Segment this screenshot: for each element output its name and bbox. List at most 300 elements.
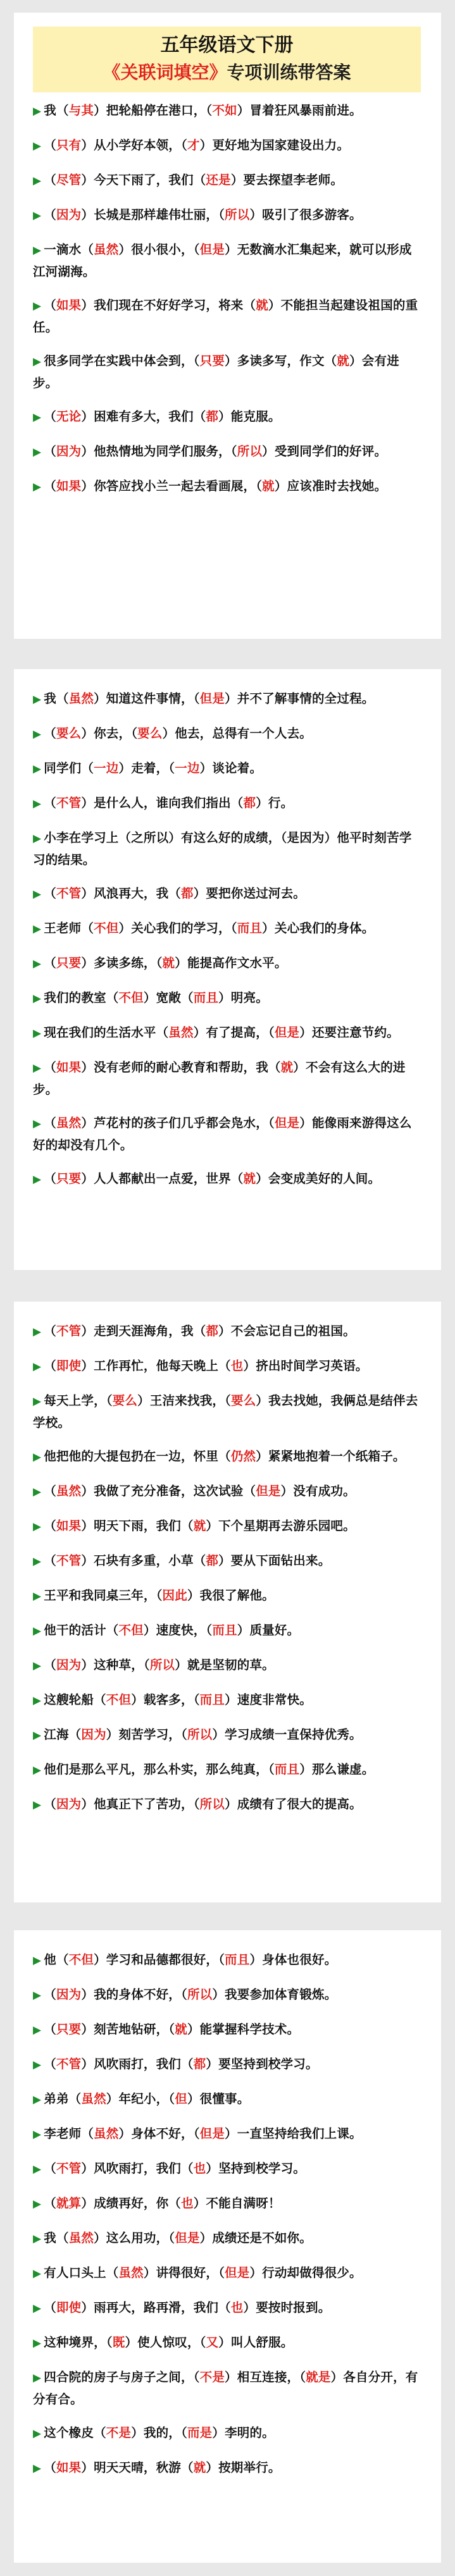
sentence-text: ）身体不好，（ [118, 2126, 200, 2141]
exercise-item [33, 827, 421, 870]
exercise-item [33, 1620, 421, 1642]
sentence-text: ）明天天晴，秋游（ [81, 2460, 194, 2475]
arrow-bullet-icon: ▶ [33, 175, 42, 187]
conjunction-answer: 因为 [56, 1658, 82, 1672]
sentence-text: （ [44, 1116, 56, 1130]
sentence-text: 他们是那么平凡，那么朴实，那么纯真，（ [44, 1762, 275, 1777]
conjunction-answer: 也 [193, 2161, 206, 2176]
arrow-bullet-icon: ▶ [33, 798, 42, 810]
exercise-item [33, 2088, 421, 2111]
sentence-text: （ [44, 1797, 56, 1811]
arrow-bullet-icon: ▶ [33, 1027, 42, 1040]
exercise-item [33, 758, 421, 780]
sentence-text: （ [44, 298, 56, 312]
exercise-item [33, 1515, 421, 1538]
sentence-text: ）我去找她，我俩总是结伴去学校。 [33, 1393, 418, 1430]
sentence-text: ）行。 [256, 796, 294, 810]
conjunction-answer: 与其 [68, 103, 94, 118]
sentence-text: 江海（ [44, 1727, 82, 1742]
conjunction-answer: 因为 [56, 1797, 82, 1811]
exercise-item [33, 987, 421, 1009]
exercise-list [33, 1949, 421, 2479]
exercise-item [33, 476, 421, 498]
sentence-text: 王老师（ [44, 921, 94, 935]
sentence-text: ）有了提高，（ [193, 1025, 275, 1040]
arrow-bullet-icon: ▶ [33, 2427, 42, 2440]
sentence-text: ）相互连接，（ [225, 2370, 306, 2384]
exercise-item [33, 441, 421, 463]
conjunction-answer: 因为 [56, 444, 82, 459]
subtitle-rest: 专项训练带答案 [227, 62, 351, 83]
sentence-text: （ [44, 1553, 56, 1568]
conjunction-answer: 尽管 [56, 173, 82, 187]
sentence-text: ）要把你送过河去。 [193, 886, 306, 901]
arrow-bullet-icon: ▶ [33, 355, 42, 368]
arrow-bullet-icon: ▶ [33, 2233, 42, 2245]
sentence-text: （ [44, 796, 56, 810]
sentence-text: ）使人惊叹，（ [125, 2335, 206, 2350]
exercise-item [33, 2457, 421, 2479]
conjunction-answer: 而且 [212, 1623, 237, 1637]
conjunction-answer: 如果 [56, 298, 82, 312]
sentence-text: ）更好地为国家建设出力。 [199, 138, 350, 152]
exercise-item [33, 2422, 421, 2444]
sentence-text: ）你答应找小兰一起去看画展，（ [81, 479, 263, 493]
exercise-item [33, 1022, 421, 1044]
conjunction-answer: 不管 [56, 2057, 82, 2071]
conjunction-answer: 就 [337, 354, 350, 368]
conjunction-answer: 只有 [56, 138, 82, 152]
conjunction-answer: 不管 [56, 1324, 82, 1338]
conjunction-answer: 不管 [56, 2161, 82, 2176]
conjunction-answer: 所以 [225, 207, 250, 222]
sentence-text: 有人口头上（ [44, 2265, 119, 2280]
conjunction-answer: 都 [206, 1324, 219, 1338]
arrow-bullet-icon: ▶ [33, 1694, 42, 1707]
conjunction-answer: 就 [193, 2460, 206, 2475]
answer-card-2 [14, 669, 441, 1270]
conjunction-answer: 不但 [106, 1692, 132, 1707]
conjunction-answer: 因此 [162, 1588, 187, 1603]
exercise-item [33, 952, 421, 975]
sentence-text: 我（ [44, 103, 69, 118]
arrow-bullet-icon: ▶ [33, 1486, 42, 1498]
sentence-text: ）应该准时去找她。 [274, 479, 387, 493]
conjunction-answer: 不管 [56, 886, 82, 901]
conjunction-answer: 所以 [149, 1658, 175, 1672]
sentence-text: ）很懂事。 [187, 2092, 250, 2106]
sentence-text: ）风吹雨打，我们（ [81, 2161, 194, 2176]
sentence-text: ）宽敞（ [143, 990, 194, 1005]
arrow-bullet-icon: ▶ [33, 1764, 42, 1777]
conjunction-answer: 因为 [56, 207, 82, 222]
sentence-text: ）石块有多重，小草（ [81, 1553, 206, 1568]
sentence-text: ）明亮。 [218, 990, 268, 1005]
arrow-bullet-icon: ▶ [33, 832, 42, 845]
sentence-text: ）速度非常快。 [225, 1692, 312, 1707]
conjunction-answer: 都 [243, 796, 256, 810]
sentence-text: （ [44, 1060, 56, 1075]
exercise-item [33, 239, 421, 282]
arrow-bullet-icon: ▶ [33, 1118, 42, 1130]
sentence-text: ）按期举行。 [206, 2460, 281, 2475]
sentence-text: ）你去，（ [81, 726, 138, 741]
conjunction-answer: 也 [230, 2300, 244, 2315]
conjunction-answer: 虽然 [56, 1116, 82, 1130]
conjunction-answer: 如果 [56, 1060, 82, 1075]
arrow-bullet-icon: ▶ [33, 1326, 42, 1338]
conjunction-answer: 一边 [94, 761, 119, 775]
sentence-text: 这个橡皮（ [44, 2425, 106, 2440]
exercise-item [33, 1112, 421, 1156]
sentence-text: ）受到同学们的好评。 [262, 444, 387, 459]
exercise-item [33, 1949, 421, 1971]
sentence-text: （ [44, 2196, 56, 2210]
arrow-bullet-icon: ▶ [33, 1954, 42, 1967]
conjunction-answer: 而且 [193, 990, 219, 1005]
arrow-bullet-icon: ▶ [33, 1625, 42, 1637]
conjunction-answer: 而且 [225, 1952, 250, 1967]
conjunction-answer: 就 [280, 1060, 294, 1075]
sentence-text: （ [44, 1324, 56, 1338]
conjunction-answer: 不但 [68, 1952, 94, 1967]
arrow-bullet-icon: ▶ [33, 2163, 42, 2176]
sentence-text: ）要坚持到校学习。 [206, 2057, 318, 2071]
conjunction-answer: 不但 [118, 990, 144, 1005]
exercise-item [33, 1321, 421, 1343]
exercise-item [33, 2228, 421, 2250]
sentence-text: ）叫人舒服。 [218, 2335, 294, 2350]
exercise-item [33, 2332, 421, 2354]
conjunction-answer: 无论 [56, 409, 82, 424]
sentence-text: ）我的身体不好，（ [81, 1987, 187, 2002]
exercise-item [33, 2019, 421, 2041]
sentence-text: （ [44, 1171, 56, 1186]
arrow-bullet-icon: ▶ [33, 209, 42, 222]
conjunction-answer: 所以 [187, 1727, 213, 1742]
conjunction-answer: 都 [181, 886, 194, 901]
conjunction-answer: 所以 [199, 1797, 225, 1811]
sentence-text: （ [44, 2057, 56, 2071]
sentence-text: 这艘轮船（ [44, 1692, 106, 1707]
arrow-bullet-icon: ▶ [33, 2337, 42, 2350]
conjunction-answer: 只要 [56, 2022, 82, 2037]
sentence-text: ）能克服。 [218, 409, 281, 424]
subtitle-red-part: 《关联词填空》 [103, 62, 227, 83]
exercise-item [33, 204, 421, 226]
exercise-item [33, 2123, 421, 2145]
sentence-text: ）他热情地为同学们服务，（ [81, 444, 237, 459]
sentence-text: ）要按时报到。 [243, 2300, 331, 2315]
sentence-text: ）没有老师的耐心教育和帮助，我（ [81, 1060, 281, 1075]
conjunction-answer: 所以 [187, 1987, 213, 2002]
page-title: 五年级语文下册 [160, 34, 294, 56]
sentence-text: ）要去探望李老师。 [230, 173, 344, 187]
sentence-text: ）走到天涯海角，我（ [81, 1324, 206, 1338]
sentence-text: ）学习成绩一直保持优秀。 [212, 1727, 362, 1742]
conjunction-answer: 既 [112, 2335, 125, 2350]
conjunction-answer: 但是 [274, 1025, 300, 1040]
sentence-text: ）紧紧地抱着一个纸箱子。 [256, 1449, 406, 1464]
arrow-bullet-icon: ▶ [33, 1555, 42, 1568]
conjunction-answer: 而且 [199, 1692, 225, 1707]
exercise-item [33, 169, 421, 192]
exercise-item [33, 1984, 421, 2006]
sentence-text: （ [44, 1484, 56, 1498]
conjunction-answer: 虽然 [94, 2126, 119, 2141]
sentence-text: （ [44, 726, 56, 741]
sentence-text: （ [44, 1359, 56, 1373]
conjunction-answer: 但是 [175, 2231, 200, 2245]
sentence-text: ）刻苦学习，（ [106, 1727, 187, 1742]
conjunction-answer: 就是 [306, 2370, 331, 2384]
sentence-text: 他干的活计（ [44, 1623, 119, 1637]
arrow-bullet-icon: ▶ [33, 2267, 42, 2280]
sentence-text: ）吸引了很多游客。 [249, 207, 362, 222]
sentence-text: （ [44, 956, 56, 970]
sentence-text: 很多同学在实践中体会到，（ [44, 354, 200, 368]
sentence-text: ）工作再忙，他每天晚上（ [81, 1359, 231, 1373]
sentence-text: 他（ [44, 1952, 69, 1967]
conjunction-answer: 但是 [256, 1484, 281, 1498]
conjunction-answer: 不管 [56, 796, 82, 810]
arrow-bullet-icon: ▶ [33, 888, 42, 901]
sentence-text: （ [44, 886, 56, 901]
exercise-item [33, 2262, 421, 2284]
sentence-text: ）我要参加体育锻炼。 [212, 1987, 337, 2002]
arrow-bullet-icon: ▶ [33, 693, 42, 706]
conjunction-answer: 一边 [175, 761, 200, 775]
sentence-text: （ [44, 2161, 56, 2176]
exercise-item [33, 2193, 421, 2215]
sentence-text: ）这种草，（ [81, 1658, 150, 1672]
sentence-text: ）速度快，（ [143, 1623, 213, 1637]
sentence-text: ）一直坚持给我们上课。 [225, 2126, 362, 2141]
arrow-bullet-icon: ▶ [33, 2093, 42, 2106]
sentence-text: （ [44, 2460, 56, 2475]
sentence-text: ）我们现在不好好学习，将来（ [81, 298, 256, 312]
sentence-text: 一滴水（ [44, 242, 94, 257]
exercise-item [33, 1655, 421, 1677]
conjunction-answer: 即使 [56, 2300, 82, 2315]
arrow-bullet-icon: ▶ [33, 446, 42, 459]
arrow-bullet-icon: ▶ [33, 1360, 42, 1373]
sentence-text: ）年纪小，（ [106, 2092, 175, 2106]
conjunction-answer: 如果 [56, 2460, 82, 2475]
exercise-list [33, 1321, 421, 1816]
sentence-text: ）就是坚韧的草。 [175, 1658, 275, 1672]
sentence-text: ）这么用功，（ [94, 2231, 175, 2245]
arrow-bullet-icon: ▶ [33, 1173, 42, 1186]
arrow-bullet-icon: ▶ [33, 1729, 42, 1742]
exercise-item [33, 1585, 421, 1607]
title-band [33, 27, 421, 92]
sentence-text: ）下个星期再去游乐园吧。 [206, 1519, 356, 1533]
sentence-text: ）关心我们的身体。 [262, 921, 375, 935]
conjunction-answer: 虽然 [168, 1025, 194, 1040]
exercise-item [33, 100, 421, 122]
exercise-item [33, 1390, 421, 1433]
arrow-bullet-icon: ▶ [33, 1590, 42, 1603]
sentence-text: 我（ [44, 691, 69, 706]
arrow-bullet-icon: ▶ [33, 2462, 42, 2475]
arrow-bullet-icon: ▶ [33, 763, 42, 775]
arrow-bullet-icon: ▶ [33, 1062, 42, 1075]
conjunction-answer: 只要 [199, 354, 225, 368]
conjunction-answer: 也 [230, 1359, 244, 1373]
conjunction-answer: 因为 [81, 1727, 106, 1742]
sentence-text: ）人人都献出一点爱，世界（ [81, 1171, 244, 1186]
sentence-text: ）成绩还是不如你。 [199, 2231, 312, 2245]
arrow-bullet-icon: ▶ [33, 105, 42, 118]
sentence-text: ）知道这件事情，（ [94, 691, 200, 706]
arrow-bullet-icon: ▶ [33, 244, 42, 257]
exercise-item [33, 1759, 421, 1781]
arrow-bullet-icon: ▶ [33, 958, 42, 970]
conjunction-answer: 但是 [199, 2126, 225, 2141]
sentence-text: ）会有进步。 [33, 354, 399, 390]
conjunction-answer: 只要 [56, 956, 82, 970]
arrow-bullet-icon: ▶ [33, 1989, 42, 2002]
sentence-text: ）很小很小，（ [118, 242, 200, 257]
conjunction-answer: 就 [256, 298, 268, 312]
sentence-text: ）身体也很好。 [249, 1952, 337, 1967]
conjunction-answer: 都 [193, 2057, 206, 2071]
page-subtitle [33, 59, 421, 86]
arrow-bullet-icon: ▶ [33, 2128, 42, 2141]
sentence-text: ）挤出时间学习英语。 [243, 1359, 368, 1373]
sentence-text: ）无数滴水汇集起来，就可以形成江河湖海。 [33, 242, 412, 279]
sentence-text: ）关心我们的学习，（ [118, 921, 237, 935]
arrow-bullet-icon: ▶ [33, 2024, 42, 2037]
answer-card-3 [14, 1302, 441, 1902]
conjunction-answer: 不是 [199, 2370, 225, 2384]
conjunction-answer: 但是 [225, 2265, 250, 2280]
sentence-text: ）冒着狂风暴雨前进。 [237, 103, 362, 118]
sentence-text: ）能掌握科学技术。 [187, 2022, 300, 2037]
sentence-text: ）不能担当起建设祖国的重任。 [33, 298, 418, 335]
conjunction-answer: 只要 [56, 1171, 82, 1186]
sentence-text: ）他真正下了苦功，（ [81, 1797, 200, 1811]
arrow-bullet-icon: ▶ [33, 1799, 42, 1811]
conjunction-answer: 仍然 [230, 1449, 256, 1464]
conjunction-answer: 不但 [118, 1623, 144, 1637]
sentence-text: 王平和我同桌三年，（ [44, 1588, 163, 1603]
sentence-text: ）行动却做得很少。 [249, 2265, 362, 2280]
conjunction-answer: 不是 [106, 2425, 132, 2440]
conjunction-answer: 要么 [112, 1393, 138, 1408]
exercise-item [33, 1724, 421, 1746]
conjunction-answer: 虽然 [81, 2092, 106, 2106]
conjunction-answer: 要么 [137, 726, 163, 741]
conjunction-answer: 不管 [56, 1553, 82, 1568]
exercise-item [33, 1057, 421, 1100]
arrow-bullet-icon: ▶ [33, 2059, 42, 2071]
sentence-text: ）我的，（ [131, 2425, 187, 2440]
exercise-item [33, 1689, 421, 1711]
exercise-item [33, 1481, 421, 1503]
sentence-text: 这种境界，（ [44, 2335, 113, 2350]
sentence-text: 同学们（ [44, 761, 94, 775]
conjunction-answer: 所以 [237, 444, 263, 459]
sentence-text: ）困难有多大，我们（ [81, 409, 206, 424]
conjunction-answer: 但 [175, 2092, 187, 2106]
sentence-text: ）我做了充分准备，这次试验（ [81, 1484, 256, 1498]
sentence-text: 他把他的大提包扔在一边，怀里（ [44, 1449, 231, 1464]
conjunction-answer: 还是 [206, 173, 231, 187]
conjunction-answer: 虽然 [94, 242, 119, 257]
arrow-bullet-icon: ▶ [33, 2198, 42, 2210]
sentence-text: ）刻苦地钻研，（ [81, 2022, 175, 2037]
arrow-bullet-icon: ▶ [33, 992, 42, 1005]
sentence-text: ）各自分开，有分有合。 [33, 2370, 418, 2407]
conjunction-answer: 又 [206, 2335, 219, 2350]
conjunction-answer: 虽然 [68, 691, 94, 706]
arrow-bullet-icon: ▶ [33, 2372, 42, 2384]
sentence-text: ）成绩再好，你（ [81, 2196, 181, 2210]
sentence-text: ）明天下雨，我们（ [81, 1519, 194, 1533]
arrow-bullet-icon: ▶ [33, 481, 42, 493]
sentence-text: ）会变成美好的人间。 [256, 1171, 381, 1186]
sentence-text: ）质量好。 [237, 1623, 300, 1637]
conjunction-answer: 就 [243, 1171, 256, 1186]
arrow-bullet-icon: ▶ [33, 1520, 42, 1533]
exercise-item [33, 406, 421, 428]
sentence-text: 李老师（ [44, 2126, 94, 2141]
arrow-bullet-icon: ▶ [33, 923, 42, 935]
sentence-text: （ [44, 1519, 56, 1533]
sentence-text: （ [44, 207, 56, 222]
sentence-text: ）坚持到校学习。 [206, 2161, 306, 2176]
exercise-item [33, 1794, 421, 1816]
conjunction-answer: 都 [206, 409, 219, 424]
answer-card-4 [14, 1930, 441, 2563]
exercise-item [33, 723, 421, 745]
sentence-text: ）载客多，（ [131, 1692, 200, 1707]
conjunction-answer: 就 [262, 479, 275, 493]
conjunction-answer: 而且 [274, 1762, 300, 1777]
sentence-text: ）不会有这么大的进步。 [33, 1060, 406, 1097]
arrow-bullet-icon: ▶ [33, 300, 42, 312]
conjunction-answer: 因为 [56, 1987, 82, 2002]
exercise-item [33, 295, 421, 338]
exercise-item [33, 2158, 421, 2180]
exercise-list [33, 688, 421, 1190]
conjunction-answer: 也 [181, 2196, 194, 2210]
sentence-text: ）李明的。 [212, 2425, 275, 2440]
conjunction-answer: 就 [162, 956, 175, 970]
sentence-text: （ [44, 138, 56, 152]
sentence-text: （ [44, 2300, 56, 2315]
exercise-item [33, 792, 421, 815]
sentence-text: ）风吹雨打，我们（ [81, 2057, 194, 2071]
conjunction-answer: 但是 [199, 242, 225, 257]
exercise-item [33, 1446, 421, 1468]
conjunction-answer: 要么 [56, 726, 82, 741]
sentence-text: ）走着，（ [118, 761, 175, 775]
sentence-text: 四合院的房子与房子之间，（ [44, 2370, 200, 2384]
sentence-text: 弟弟（ [44, 2092, 82, 2106]
conjunction-answer: 就 [193, 1519, 206, 1533]
arrow-bullet-icon: ▶ [33, 411, 42, 424]
arrow-bullet-icon: ▶ [33, 2302, 42, 2315]
conjunction-answer: 但是 [199, 691, 225, 706]
conjunction-answer: 就算 [56, 2196, 82, 2210]
sentence-text: （ [44, 479, 56, 493]
arrow-bullet-icon: ▶ [33, 1660, 42, 1672]
sentence-text: ）是什么人，谁向我们指出（ [81, 796, 244, 810]
sentence-text: 我们的教室（ [44, 990, 119, 1005]
